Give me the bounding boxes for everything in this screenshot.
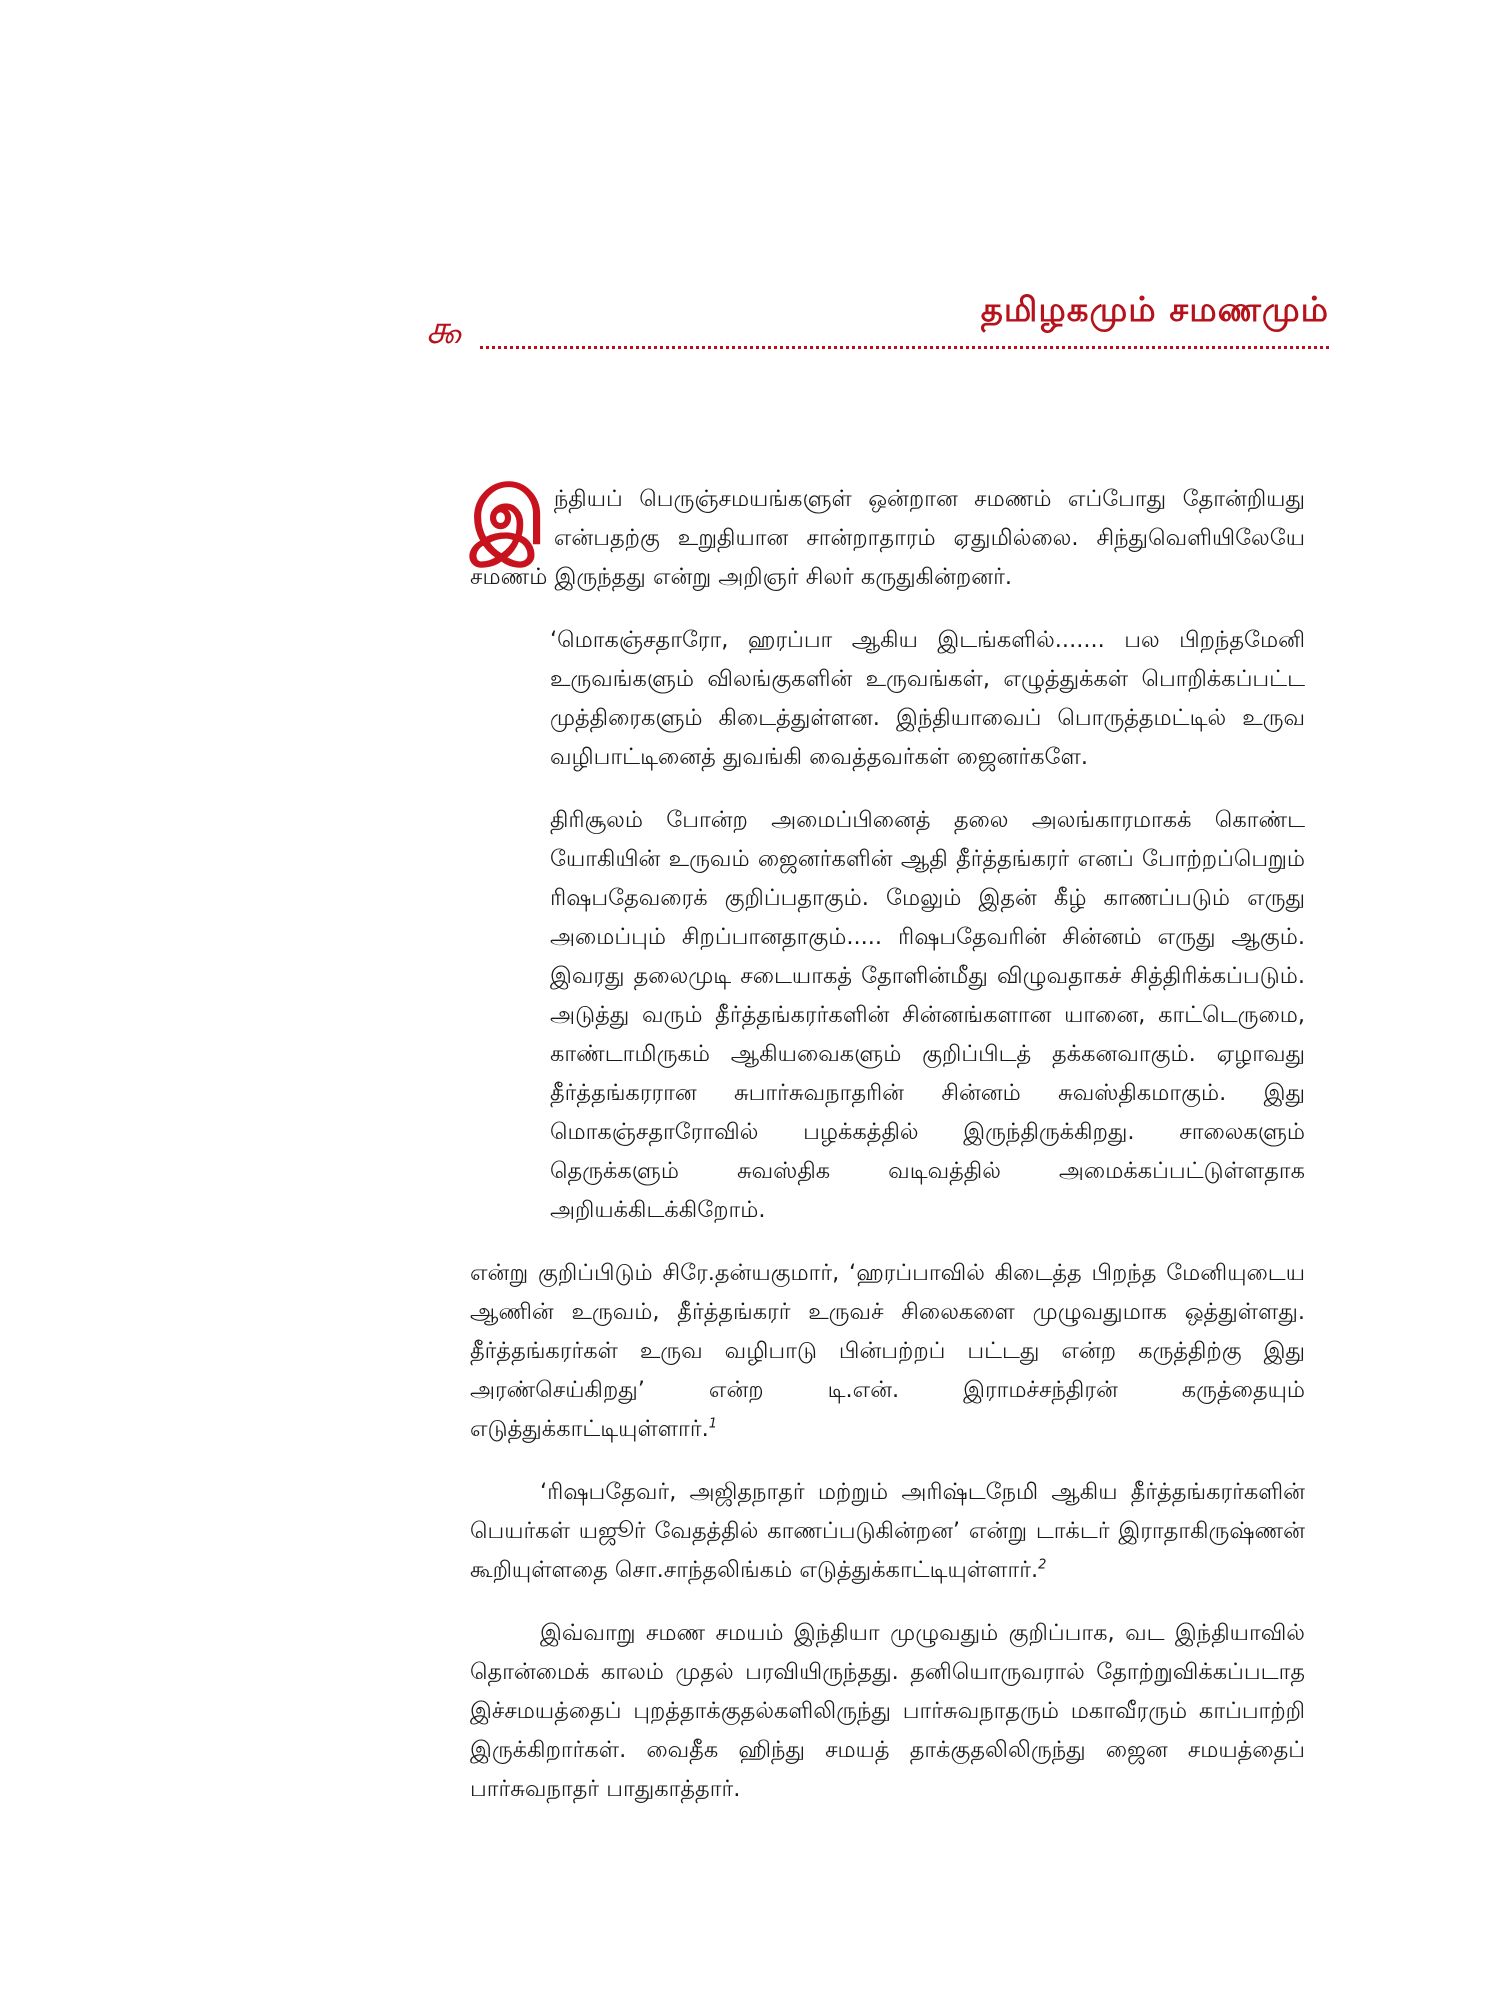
footnote-marker: 1 [708, 1416, 718, 1432]
dotted-leader [480, 346, 1329, 349]
chapter-title: தமிழகமும் சமணமும் [980, 290, 1329, 330]
body-paragraph-4: இவ்வாறு சமண சமயம் இந்தியா முழுவதும் குறிப்பாக, வட இந்தியாவில் தொன்மைக் காலம் முதல் பரவியிருந்தது. தனியொருவரால் தோற்றுவிக்கப்படாத இச்சமயத்தைப் புறத்தாக்குதல்களிலிருந்து பார்சுவநாதரும் மகாவீரரும் காப்பாற்றி இருக்கிறார்கள். வைதீக ஹிந்து சமயத் தாக்குதலிலிருந்து ஜைன சமயத்தைப் பார்சுவநாதர் பாதுகாத்தார். [470, 1620, 1305, 1802]
intro-text: ந்தியப் பெருஞ்சமயங்களுள் ஒன்றான சமணம் எப்போது தோன்றியது என்பதற்கு உறுதியான சான்றாதாரம் ஏதுமில்லை. சிந்துவெளியிலேயே சமணம் இருந்தது என்று அறிஞர் சிலர் கருதுகின்றனர். [470, 486, 1305, 590]
page-number: ௯ [425, 307, 462, 353]
paragraph-text: ‘ரிஷபதேவர், அஜிதநாதர் மற்றும் அரிஷ்டநேமி ஆகிய தீர்த்தங்கரர்களின் பெயர்கள் யஜூர் வேதத்தில் காணப்படுகின்றன’ என்று டாக்டர் இராதாகிருஷ்ணன் கூறியுள்ளதை சொ.சாந்தலிங்கம் எடுத்துக்காட்டியுள்ளார். [470, 1479, 1305, 1583]
quote-paragraph-1: ‘மொகஞ்சதாரோ, ஹரப்பா ஆகிய இடங்களில்....... பல பிறந்தமேனி உருவங்களும் விலங்குகளின் உருவங்கள், எழுத்துக்கள் பொறிக்கப்பட்ட முத்திரைகளும் கிடைத்துள்ளன. இந்தியாவைப் பொருத்தமட்டில் உருவ வழிபாட்டினைத் துவங்கி வைத்தவர்கள் ஜைனர்களே. [550, 627, 1305, 770]
page-header [425, 290, 1335, 360]
body-paragraph-2 [470, 1254, 1305, 1449]
intro-paragraph [470, 471, 1305, 597]
quote-paragraph-2: திரிசூலம் போன்ற அமைப்பினைத் தலை அலங்காரமாகக் கொண்ட யோகியின் உருவம் ஜைனர்களின் ஆதி தீர்த்தங்கரர் எனப் போற்றப்பெறும் ரிஷபதேவரைக் குறிப்பதாகும். மேலும் இதன் கீழ் காணப்படும் எருது அமைப்பும் சிறப்பானதாகும்..... ரிஷபதேவரின் சின்னம் எருது ஆகும். இவரது தலைமுடி சடையாகத் தோளின்மீது விழுவதாகச் சித்திரிக்கப்படும். அடுத்து வரும் தீர்த்தங்கரர்களின் சின்னங்களான யானை, காட்டெருமை, காண்டாமிருகம் ஆகியவைகளும் குறிப்பிடத் தக்கனவாகும். ஏழாவது தீர்த்தங்கரரான சுபார்சுவநாதரின் சின்னம் சுவஸ்திகமாகும். இது மொகஞ்சதாரோவில் பழக்கத்தில் இருந்திருக்கிறது. சாலைகளும் தெருக்களும் சுவஸ்திக வடிவத்தில் அமைக்கப்பட்டுள்ளதாக அறியக்கிடக்கிறோம். [550, 807, 1305, 1223]
footnote-marker: 2 [1038, 1557, 1047, 1573]
paragraph-text: என்று குறிப்பிடும் சிரே.தன்யகுமார், ‘ஹரப்பாவில் கிடைத்த பிறந்த மேனியுடைய ஆணின் உருவம், தீர்த்தங்கரர் உருவச் சிலைகளை முழுவதுமாக ஒத்துள்ளது. தீர்த்தங்கரர்கள் உருவ வழிபாடு பின்பற்றப் பட்டது என்ற கருத்திற்கு இது அரண்செய்கிறது’ என்ற டி.என். இராமச்சந்திரன் கருத்தையும் எடுத்துக்காட்டியுள்ளார். [470, 1260, 1305, 1442]
block-quote [550, 621, 1305, 1230]
body-paragraph-3 [470, 1473, 1305, 1590]
page-body [470, 471, 1305, 1833]
drop-cap: இ [470, 471, 546, 562]
